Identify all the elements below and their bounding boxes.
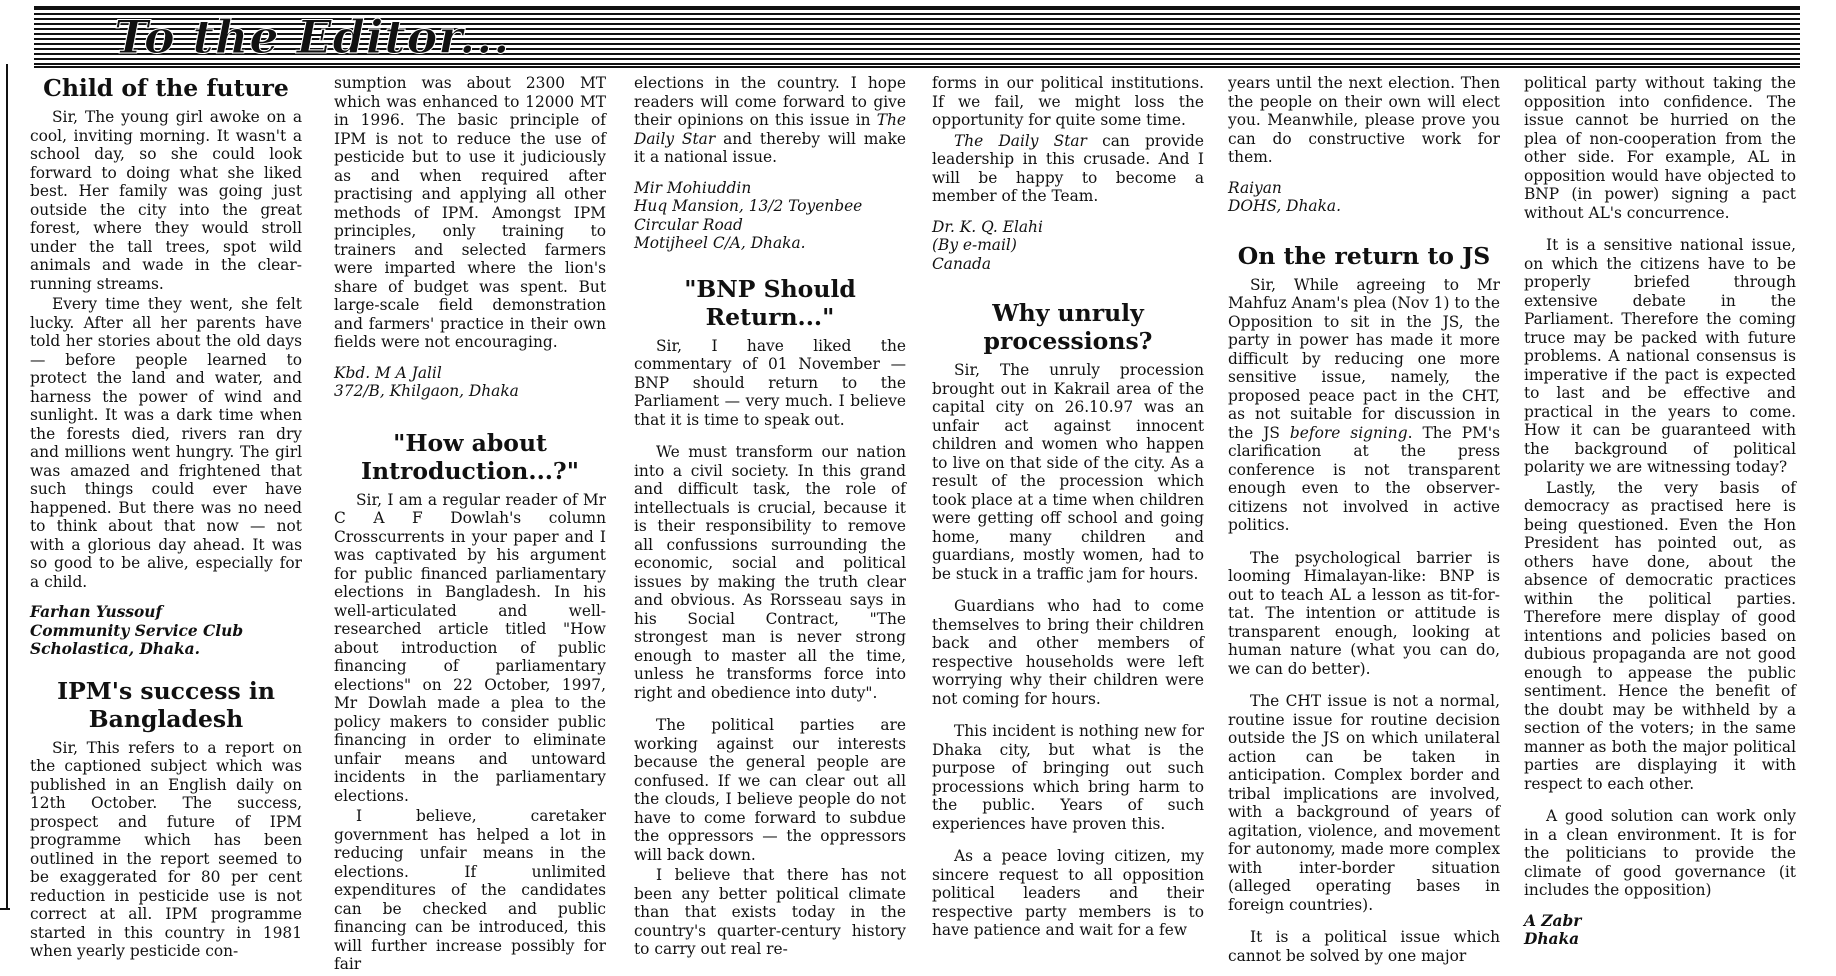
signature-line: Motijheel C/A, Dhaka.: [634, 234, 806, 252]
letter-paragraph: We must transform our nation into a civil society. In this grand and difficult task, the role of intellectuals is crucial, because it is their responsibility to remove all confussions surrounding the economic, social and political issues by making the truth clear and obvious. As Rorsseau says in his Social Contract, "The strongest man is never strong enough to master all the time, unless he transforms force into right and obedience into duty".: [634, 443, 906, 702]
letter-paragraph: The psychological barrier is looming Himalayan-like: BNP is out to teach AL a lesson as tit-for-tat. The intention or attitude is transparent enough, looking at human nature (what you can do, we can do better).: [1228, 548, 1500, 678]
signature-line: Farhan Yussouf: [30, 603, 163, 621]
letter-paragraph: The CHT issue is not a normal, routine issue for routine decision outside the JS on which unilateral action can be taken in anticipation. Complex border and tribal implications are involved, with a background of years of agitation, violence, and movement for autonomy, made more complex with inter-border situation (alleged operating bases in foreign countries).: [1228, 692, 1500, 914]
letter-paragraph: It is a sensitive national issue, on which the citizens have to be properly briefed through extensive debate in the Parliament. Therefore the coming truce may be packed with future problems. A national consensus is imperative if the pact is expected to last and be effective and practical in the years to come. How it can be guaranteed with the background of political polarity we are witnessing today?: [1524, 236, 1796, 476]
letter-paragraph: Sir, I have liked the commentary of 01 November — BNP should return to the Parliament — very much. I believe that it is time to speak out.: [634, 336, 906, 429]
signature-line: Kbd. M A Jalil: [334, 363, 442, 382]
signature-line: Scholastica, Dhaka.: [30, 640, 200, 658]
signature-line: Dr. K. Q. Elahi: [932, 217, 1043, 236]
section-title: To the Editor...: [114, 10, 511, 64]
signature-block: [1228, 179, 1500, 216]
signature-line: Dhaka: [1524, 930, 1580, 948]
signature-block: [334, 364, 606, 401]
letter-paragraph: I believe, caretaker government has helped a lot in reducing unfair means in the elections. If unlimited expenditures of the candidates can be checked and public financing can be introduced, this will further increase possibly for fair: [334, 807, 606, 973]
signature-block: [932, 218, 1204, 274]
letter-paragraph: Sir, I am a regular reader of Mr C A F Dowlah's column Crosscurrents in your paper and I was captivated by his argument for public financed parliamentary elections in Bangladesh. In his well-articulated and well-researched article titled "How about introduction of public financing of parliamentary elections" on 22 October, 1997, Mr Dowlah made a plea to the policy makers to consider public financing in order to eliminate unfair means and untoward incidents in the parliamentary elections.: [334, 490, 606, 805]
headline-why-unruly-processions: Why unruly processions?: [983, 299, 1153, 355]
headline-bnp-should-return: "BNP Should Return...": [684, 274, 856, 331]
letter-paragraph: Lastly, the very basis of democracy as practised here is being questioned. Even the Hon President has pointed out, as others have done, about the absence of democratic practices within the political parties. Therefore mere display of good intentions and policies based on dubious propaganda are not good enough to appease the public sentiment. Hence the benefit of the doubt may be withheld by a section of the voters; in the same manner as both the major political parties are displaying it with respect to each other.: [1524, 478, 1796, 793]
letter-paragraph: Guardians who had to come themselves to bring their children back and other members of respective households were left worrying why their children were not coming for hours.: [932, 597, 1204, 708]
letter-paragraph: As a peace loving citizen, my sincere request to all opposition political leaders and their respective party members is to have patience and wait for a few: [932, 847, 1204, 939]
letter-paragraph: Sir, This refers to a report on the captioned subject which was published in an English daily on 12th October. The success, prospect and future of IPM programme which has been outlined in the report seemed to be exaggerated for 80 per cent reduction in pesticide use is not correct at all. IPM programme started in this country in 1981 when yearly pesticide con-: [30, 738, 302, 960]
signature-line: Raiyan: [1228, 178, 1282, 197]
letter-paragraph: years until the next election. Then the people on their own will elect you. Meanwhile, please prove you can do constructive work for them.: [1228, 74, 1500, 166]
newspaper-name: The Daily Star: [634, 111, 906, 148]
signature-block: [1524, 912, 1796, 949]
column-1: [30, 74, 302, 963]
letter-paragraph: This incident is nothing new for Dhaka city, but what is the purpose of bringing out such processions which bring harm to the public. Years of such experiences have proven this.: [932, 722, 1204, 833]
letter-paragraph: Sir, The young girl awoke on a cool, inviting morning. It wasn't a school day, so she could look forward to doing what she liked best. Her family was going just outside the city into the great forest, where they would stroll under the tall trees, spot wild animals and wade in the clear-running streams.: [30, 108, 302, 293]
signature-line: Canada: [932, 254, 992, 273]
letter-paragraph: forms in our political institutions. If we fail, we might loss the opportunity for quite some time.: [932, 74, 1204, 129]
column-5: [1228, 74, 1500, 967]
signature-block: [30, 603, 302, 659]
letter-paragraph: Every time they went, she felt lucky. After all her parents have told her stories about the old days — before people learned to protect the land and water, and harness the power of wind and sunlight. It was a dark time when the forests died, rivers ran dry and millions went hungry. The girl was amazed and frightened that such things could ever have happened. But there was no need to think about that now — not with a glorious day ahead. It was so good to be alive, especially for a child.: [30, 295, 302, 591]
left-border-rule: [0, 64, 8, 910]
signature-line: DOHS, Dhaka.: [1228, 197, 1341, 215]
letter-paragraph: It is a political issue which cannot be solved by one major: [1228, 928, 1500, 965]
letter-paragraph: Sir, The unruly procession brought out in Kakrail area of the capital city on 26.10.97 was an unfair act against innocent children and women who happen to live on that side of the city. As a result of the procession which took place at a time when children were getting off school and going home, many children and guardians, mostly women, had to be stuck in a traffic jam for hours.: [932, 361, 1204, 583]
letter-paragraph: political party without taking the opposition into confidence. The issue cannot be hurried on the plea of non-cooperation from the other side. For example, AL in opposition would have objected to BNP (in power) signing a pact without AL's concurrence.: [1524, 74, 1796, 222]
section-masthead: [34, 6, 1800, 68]
letter-paragraph: The political parties are working against our interests because the general people are confused. If we can clear out all the clouds, I believe people do not have to come forward to subdue the oppressors — the oppressors will back down.: [634, 716, 906, 864]
newspaper-name: The Daily Star: [954, 131, 1087, 150]
column-3: [634, 74, 906, 961]
letter-paragraph: A good solution can work only in a clean environment. It is for the politicians to provide the climate of good governance (it includes the opposition): [1524, 807, 1796, 899]
letter-paragraph: The Daily Star can provide leadership in this crusade. And I will be happy to become a member of the Team.: [932, 131, 1204, 205]
letter-paragraph: elections in the country. I hope readers will come forward to give their opinions on this issue in The Daily Star and thereby will make it a national issue.: [634, 74, 906, 166]
signature-line: Circular Road: [634, 215, 743, 234]
headline-child-of-the-future: Child of the future: [43, 74, 289, 102]
signature-line: (By e-mail): [932, 236, 1017, 254]
letter-paragraph: Sir, While agreeing to Mr Mahfuz Anam's plea (Nov 1) to the Opposition to sit in the JS, the party in power has made it more difficult by reducing one more sensitive issue, namely, the proposed peace pact in the CHT, as not suitable for discussion in the JS before signing. The PM's clarification at the press conference is not transparent enough even to the observer-citizens not involved in active politics.: [1228, 275, 1500, 534]
signature-line: Huq Mansion, 13/2 Toyenbee: [634, 197, 863, 215]
signature-line: A Zabr: [1524, 911, 1582, 930]
column-6: [1524, 74, 1796, 949]
headline-ipm-success: IPM's success in Bangladesh: [57, 676, 275, 733]
column-4: [932, 74, 1204, 942]
signature-block: [634, 179, 906, 253]
letter-paragraph: sumption was about 2300 MT which was enhanced to 12000 MT in 1996. The basic principle of IPM is not to reduce the use of pesticide but to use it judiciously as and when required after practising and applying all other methods of IPM. Amongst IPM principles, only training to trainers and selected farmers were imparted where the lion's share of budget was spent. But large-scale field demonstration and farmers' practice in their own fields were not encouraging.: [334, 74, 606, 351]
headline-on-the-return-to-js: On the return to JS: [1237, 241, 1491, 270]
signature-line: 372/B, Khilgaon, Dhaka: [334, 382, 519, 400]
signature-line: Community Service Club: [30, 621, 244, 640]
headline-how-about-introduction: "How about Introduction...?": [361, 428, 579, 485]
letter-paragraph: I believe that there has not been any better political climate than that exists today in the country's quarter-century history to carry out real re-: [634, 866, 906, 958]
signature-line: Mir Mohiuddin: [634, 178, 752, 197]
column-2: [334, 74, 606, 976]
